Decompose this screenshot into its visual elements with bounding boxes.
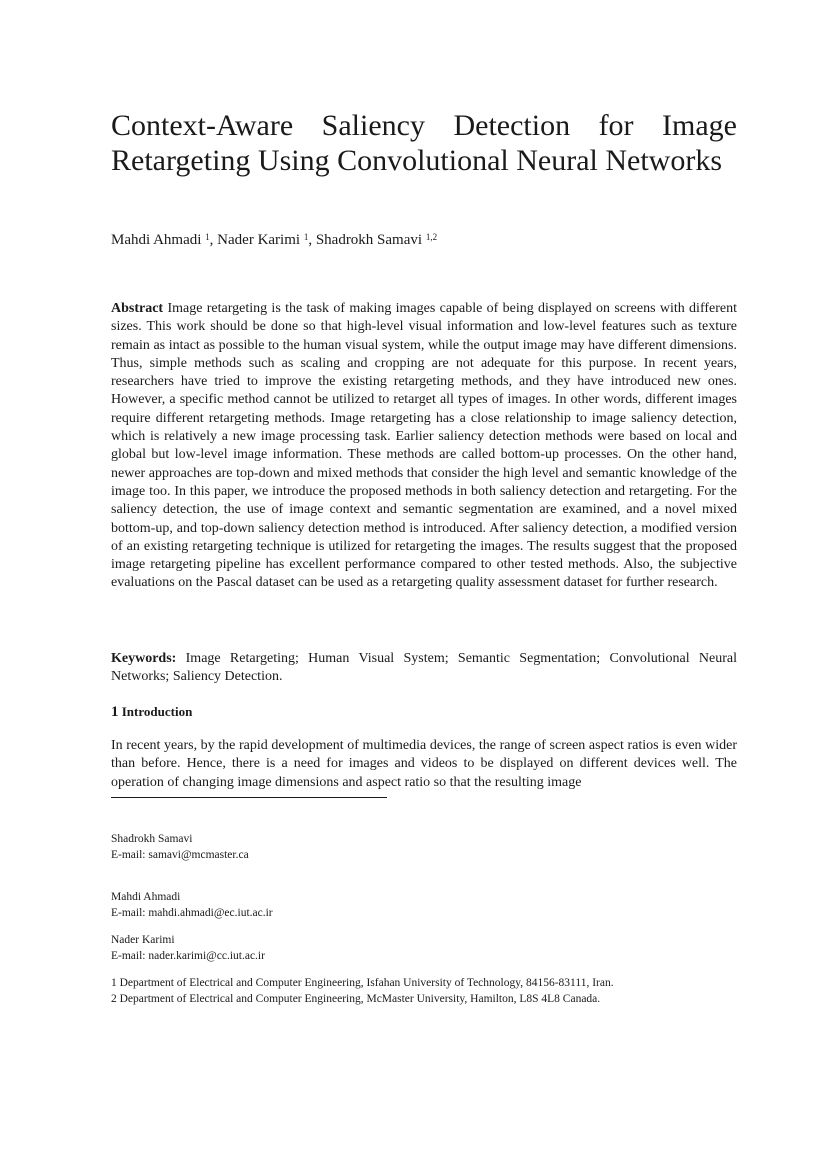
paper-title-line-2: Retargeting Using Convolutional Neural Networks — [111, 144, 723, 177]
abstract-label: Abstract — [111, 301, 164, 316]
author-affiliation-mark: 1,2 — [425, 232, 438, 242]
contact-block — [111, 933, 265, 964]
contact-email: E-mail: mahdi.ahmadi@ec.iut.ac.ir — [111, 906, 273, 919]
abstract — [111, 300, 737, 593]
author-name: Mahdi Ahmadi — [111, 232, 202, 248]
contact-name: Nader Karimi — [111, 934, 175, 946]
author-name: Nader Karimi — [217, 232, 301, 248]
author-affiliation-mark: 1 — [303, 232, 309, 242]
author-affiliation-mark: 1 — [205, 232, 210, 242]
contact-email: E-mail: nader.karimi@cc.iut.ac.ir — [111, 949, 265, 962]
keywords-text: Image Retargeting; Human Visual System; Semantic Segmentation; Convolutional Neural Networks; Saliency Detection. — [111, 651, 738, 685]
section-title: Introduction — [121, 704, 193, 719]
keywords — [111, 650, 737, 687]
footnote-divider — [111, 797, 387, 798]
section-heading-introduction — [111, 703, 192, 721]
paper-title-line-1: Context-Aware Saliency Detection for Image — [111, 109, 737, 142]
contact-email: E-mail: samavi@mcmaster.ca — [111, 848, 249, 861]
introduction-paragraph: In recent years, by the rapid development of multimedia devices, the range of screen aspect ratios is even wider than before. Hence, there is a need for images and videos to be displayed on different devices well. The operation of changing image dimensions and aspect ratio so that the resulting image — [111, 738, 737, 790]
affiliation-entry: 1 Department of Electrical and Computer Engineering, Isfahan University of Technology, 84156-83111, Iran. — [111, 977, 614, 989]
author-name: Shadrokh Samavi — [315, 232, 423, 248]
author-list: Mahdi Ahmadi $^1$, Nader Karimi $^1$, Shadrokh Samavi $^{1,2}$ — [111, 232, 438, 248]
section-number: 1 — [111, 704, 119, 720]
paper-title — [111, 108, 737, 178]
contact-block — [111, 832, 249, 863]
affiliation-entry: 2 Department of Electrical and Computer Engineering, McMaster University, Hamilton, L8S 4L8 Canada. — [111, 992, 601, 1005]
abstract-text: Image retargeting is the task of making images capable of being displayed on screens with different sizes. This work should be done so that high-level visual information and low-level features such as texture remain as intact as possible to the human visual system, while the output image may have different dimensions. Thus, simple methods such as scaling and cropping are not adequate for this purpose. In recent years, researchers have tried to improve the existing retargeting methods, and they have introduced new ones. However, a specific method cannot be utilized to retarget all types of images. In other words, different images require different retargeting methods. Image retargeting has a close relationship to image saliency detection, which is relatively a new image processing task. Earlier saliency detection methods were based on local and global but low-level image information. These methods are called bottom-up processes. On the other hand, newer approaches are top-down and mixed methods that consider the high level and semantic knowledge of the image too. In this paper, we introduce the proposed methods in both saliency detection and retargeting. For the saliency detection, the use of image context and semantic segmentation are examined, and a novel mixed bottom-up, and top-down saliency detection method is introduced. After saliency detection, a modified version of an existing retargeting technique is utilized for retargeting the images. The results suggest that the proposed image retargeting pipeline has excellent performance compared to other tested methods. Also, the subjective evaluations on the Pascal dataset can be used as a retargeting quality assessment dataset for further research. — [111, 301, 738, 591]
affiliation-list — [111, 976, 614, 1007]
contact-name: Mahdi Ahmadi — [111, 891, 181, 903]
contact-block — [111, 890, 273, 921]
contact-name: Shadrokh Samavi — [111, 833, 193, 845]
keywords-label: Keywords: — [111, 651, 177, 666]
